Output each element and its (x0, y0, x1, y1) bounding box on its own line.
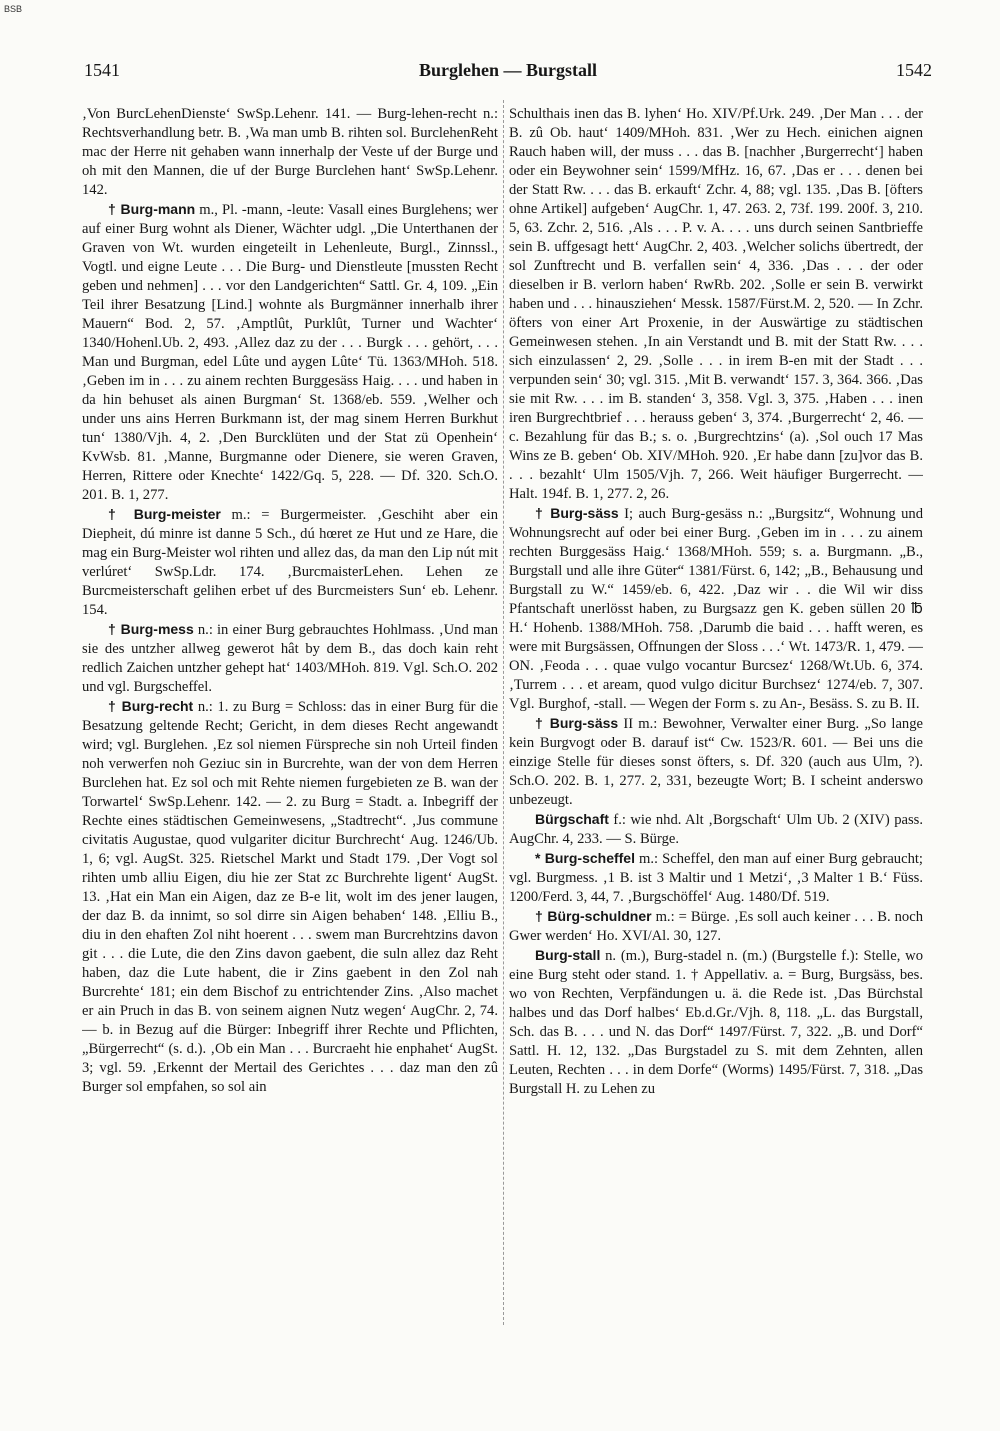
entry-text: f.: wie nhd. Alt ‚Borgschaft‘ Ulm Ub. 2 (XIV) pass. AugChr. 4, 233. — S. Bürge. (509, 812, 923, 847)
entry-text: m.: Scheffel, den man auf einer Burg gebraucht; vgl. Burgmess. ‚1 B. ist 3 Maltir und 1 Metzi‘, ‚3 Malter 1 B.‘ Füss. 1200/Ferd. 3, 44, 7. ‚Burgschöffel‘ Aug. 1480/Df. 519. (509, 851, 923, 905)
running-title: Burglehen — Burgstall (418, 60, 597, 80)
entry-text: Schulthais inen das B. lyhen‘ Ho. XIV/Pf.Urk. 249. ‚Der Man . . . der B. zû Ob. haut‘ 1409/MHoh. 831. ‚Wer zu Hech. einichen aignen Rauch haben will, der muss . . . das B. [nachher ‚Burgerrecht‘] haben oder ein Beywohner sein‘ 1599/MfHz. 16, 67. ‚Das er . . . denen bei der Statt Rw. . . . das B. erkauft‘ Zchr. 4, 88; vgl. 135. ‚Das B. [öfters ohne Artikel] aufgeben‘ AugChr. 1, 47. 263. 2, 73f. 199. 200f. 3, 210. 5, 63. Zchr. 2, 516. ‚Als . . . P. v. A. . . . uns durch seinen Santbrieffe sein B. uffgesagt hett‘ AugChr. 2, 403. ‚Welcher solichs übertredt, der sol Zunftrecht und B. verfallen sein‘ 4, 336. ‚Das . . . der oder dieselben ir B. verlorn haben‘ RwRb. 202. ‚Solle er sein B. verwirkt haben und . . . hinausziehen‘ Messk. 1587/Fürst.M. 2, 520. — In Zchr. öfters von einer Art Proxenie, in der Auswärtige zu städtischen Gemeinwesen stehen. ‚In ain Verstandt und B. mit der Statt Rw. . . . sich einzulassen‘ 2, 29. ‚Solle . . . in irem B-en mit der Stadt . . . verpunden sein‘ 30; vgl. 315. ‚Mit B. verwandt‘ 157. 3, 364. 366. ‚Das sie mit Rw. . . . im B. standen‘ 3, 358. Vgl. 3, 375. ‚Haben . . . inen iren Burgrechtbrief . . . herauss geben‘ 3, 374. ‚Burgerrecht‘ 2, 46. — c. Bezahlung für das B.; s. o. ‚Burgrechtzins‘ (a). ‚Sol ouch 17 Mas Wins ze B. geben‘ Ob. XIV/MHoh. 920. ‚Er habe dann [zu]vor das B. . . . bezahlt‘ Ulm 1505/Vjh. 7, 266. Weit häufiger Burgerrecht. — Halt. 194f. B. 1, 277. 2, 26. (509, 106, 923, 502)
entry-text: I; auch Burg-gesäss n.: „Burgsitz“, Wohnung und Wohnungsrecht auf oder bei einer Burg. ‚Geben im in . . . zu ainem rechten Burggesäss Haig.‘ 1368/MHoh. 559; s. a. Burgmann. „B., Burgstall und alle ihre Güter“ 1381/Fürst. 6, 142; „B., Behausung und Burgstall zu W.“ 1459/eb. 6, 422. ‚Daz wir . . die Wil wir diss Pfantschaft unerlösst haben, zu Burgsazz gen K. geben süllen 20 ℔ H.‘ Hohenb. 1388/MHoh. 758. ‚Darumb die baid . . . hafft weren, es were mit Burgsässen, Offnungen der Sloss . . .‘ Wt. 1473/R. 1, 479. — ON. ‚Feoda . . . quae vulgo vocantur Burcsez‘ 1268/Wt.Ub. 6, 374. ‚Turrem . . . et aream, quod vulgo dicitur Burchsez‘ 1274/eb. 7, 307. Vgl. Burghof, -stall. — Wegen der Form s. zu An-, Besäss. S. zu B. II. (509, 506, 923, 712)
entry-lemma: * Burg-scheffel (535, 850, 635, 866)
entry-text: m., Pl. -mann, -leute: Vasall eines Burglehens; wer auf einer Burg wohnt als Diener, Wächter udgl. „Die Unterthanen der Graven von Wt. wurden eingeteilt in Lehenleute, Burgl., Zinnssl., Vogtl. und eigne Leute . . . Die Burg- und Dienstleute [mussten Recht geben und nehmen] . . . vor den Landgerichten“ Sattl. Gr. 4, 109. „Ein Teil ihrer Besatzung [Lind.] wohnte als Burgmänner innerhalb ihrer Mauern“ Bod. 2, 57. ‚Amptlût, Purklût, Turner und Wachter‘ 1340/Hohenl.Ub. 2, 493. ‚Allez daz zu der . . . Burgk . . . gehört, . . . Man und Burgman, edel Lûte und aygen Lûte‘ Tü. 1363/MHoh. 518. ‚Geben im in . . . zu ainem rechten Burggesäss Haig. . . . und haben in da hin behuset als ainen Burgman‘ St. 1368/eb. 559. ‚Welher och under uns ains Herren Burkmann ist, der mag sinem Herren Burkhut tun‘ 1380/Vjh. 4, 2. ‚Den Burcklüten und der Stat zü Openhein‘ KvWsb. 81. ‚Manne, Burgmanne oder Dienere, sie weren Graven, Herren, Rittere oder Knechte‘ 1422/Gq. 5, 228. — Df. 320. Sch.O. 201. B. 1, 277. (82, 202, 498, 503)
entry-lemma: † Burg-recht (108, 698, 194, 714)
entry-lemma: † Bürg-schuldner (535, 908, 652, 924)
entry-continuation (82, 105, 498, 200)
entry-lemma: † Burg-mess (108, 621, 194, 637)
column-divider (503, 100, 504, 1325)
right-column (509, 105, 923, 1325)
entry-text: II m.: Bewohner, Verwalter einer Burg. „So lange kein Burgvogt oder B. darauf ist“ Cw. 1523/R. 601. — Bei uns die einzige Stelle für dieses sonst öfters, s. Df. 320 (auch aus Ulm, ?). Sch.O. 202. B. 1, 277. 2, 331, bezeugte Wort; B. I scheint anderswo unbezeugt. (509, 716, 923, 808)
library-stamp: BSB (4, 4, 23, 14)
page-number-right: 1542 (896, 60, 932, 80)
entry-text: n.: 1. zu Burg = Schloss: das in einer Burg für die Besatzung geltende Recht; Gericht, in dem dieses Recht angewandt wird; vgl. Burglehen. ‚Ez sol niemen Fürspreche sin noh Urteil finden noh verwerfen noh Geziuc sin in Burcrehte, wan der von dem Herren Burclehen hat. Ez sol och mit Rehte niemen furgebieten ze B. wan der Torwartel‘ SwSp.Lehenr. 142. — 2. zu Burg = Stadt. a. Inbegriff der Rechte eines städtischen Gemeinwesens, „Stadtrecht“. ‚Jus commune civitatis Augustae, quod vulgariter dicitur Burchrecht‘ Aug. 1246/Ub. 1, 6; vgl. AugSt. 325. Rietschel Markt und Stadt 179. ‚Der Vogt sol rihten umb alliu Eigen, diu hie zer Stat zc Burchrehte ligent‘ AugSt. 13. ‚Hat ein Man ein Aigen, daz ze B-e lit, wolt im des jener laugen, der daz B. da innimt, so sol dirre sin Aigen behaben‘ 148. ‚Elliu B., diu in den ehaften Zol niht hoerent . . . swem man Burcrehtzins davon git . . . die Lute, die den Zins davon gaebent, die suln allez daz Reht haben, daz die Lute habent, die ir Zins gaebent in den Zol nah Burcrehte‘ 181; ein dem Bischof zu entrichtender Zins. ‚Also machet er ain Pruch in das B. von seinem aignen Nutz wegen‘ AugChr. 2, 74. — b. in Bezug auf die Bürger: Inbegriff ihrer Rechte und Pflichten, „Bürgerrecht“ (s. d.). ‚Ob ein Man . . . Burcraeht hie enphahet‘ AugSt. 3; vgl. 59. ‚Erkennt der Mertail des Gerichtes . . . daz man den zû Burger sol empfahen, so sol ain (82, 699, 498, 1095)
entry-lemma: † Burg-meister (108, 506, 221, 522)
dictionary-entry (82, 200, 498, 505)
dictionary-entry (509, 946, 923, 1099)
entry-continuation (509, 105, 923, 504)
entry-lemma: † Burg-säss (535, 715, 619, 731)
entry-text: m.: = Bürge. ‚Es soll auch keiner . . . B. noch Gwer werden‘ Ho. XVI/Al. 30, 127. (509, 909, 923, 944)
page-number-left: 1541 (84, 60, 120, 80)
entry-text: n.: in einer Burg gebrauchtes Hohlmass. ‚Und man sie des untzher allweg gewerot hât by dem B., das doch kain reht redlich Zaichen untzher gehept hat‘ 1403/MHoh. 819. Vgl. Sch.O. 202 und vgl. Burgscheffel. (82, 622, 498, 695)
entry-lemma: † Burg-mann (108, 201, 196, 217)
dictionary-entry (82, 620, 498, 697)
entry-text: ‚Von BurcLehenDienste‘ SwSp.Lehenr. 141. — Burg-lehen-recht n.: Rechtsverhandlung betr. B. ‚Wa man umb B. rihten sol. BurclehenReht mac der Herre nit gehaben wann innerhalp der Veste uf der Burge und oh mit den Mannen, die uf der Burge Burclehen hant‘ SwSp.Lehenr. 142. (82, 106, 498, 198)
entry-lemma: † Burg-säss (535, 505, 619, 521)
dictionary-entry (509, 849, 923, 907)
dictionary-entry (509, 907, 923, 946)
left-column (82, 105, 498, 1325)
dictionary-entry (509, 810, 923, 849)
dictionary-entry (509, 504, 923, 714)
entry-text: n. (m.), Burg-stadel n. (m.) (Burgstelle f.): Stelle, wo eine Burg steht oder stand. 1. † Appellativ. a. = Burg, Burgsäss, bes. wo von Rechten, Verpfändungen u. ä. die Rede ist. ‚Das Bürchstal halbes und das Dorf halbes‘ Eb.d.Gr./Vjh. 8, 118. „L. das Burgstall, Sch. das B. . . . und N. das Dorf“ 1497/Fürst. 7, 322. „B. und Dorf“ Sattl. H. 12, 132. „Das Burgstadel zu S. mit dem Zehnten, allen Leuten, Rechten . . . in dem Dorfe“ (Worms) 1495/Fürst. 7, 318. „Das Burgstall H. zu Lehen zu (509, 948, 923, 1097)
dictionary-entry (82, 505, 498, 620)
entry-lemma: Burg-stall (535, 947, 601, 963)
entry-lemma: Bürgschaft (535, 811, 609, 827)
page-header (84, 60, 932, 84)
entry-text: m.: = Burgermeister. ‚Geschiht aber ein Diepheit, dú minre ist danne 5 Sch., dú hœret ze Hut und ze Hare, die mag ein Burg-Meister wol rihten und allez das, da man den Lip nút mit verlúret‘ SwSp.Ldr. 174. ‚BurcmaisterLehen. Lehen ze Burcmeisterschaft gelihen erbet uf des Burcmeisters Sun‘ eb. Lehenr. 154. (82, 507, 498, 618)
dictionary-entry (82, 697, 498, 1097)
dictionary-entry (509, 714, 923, 810)
